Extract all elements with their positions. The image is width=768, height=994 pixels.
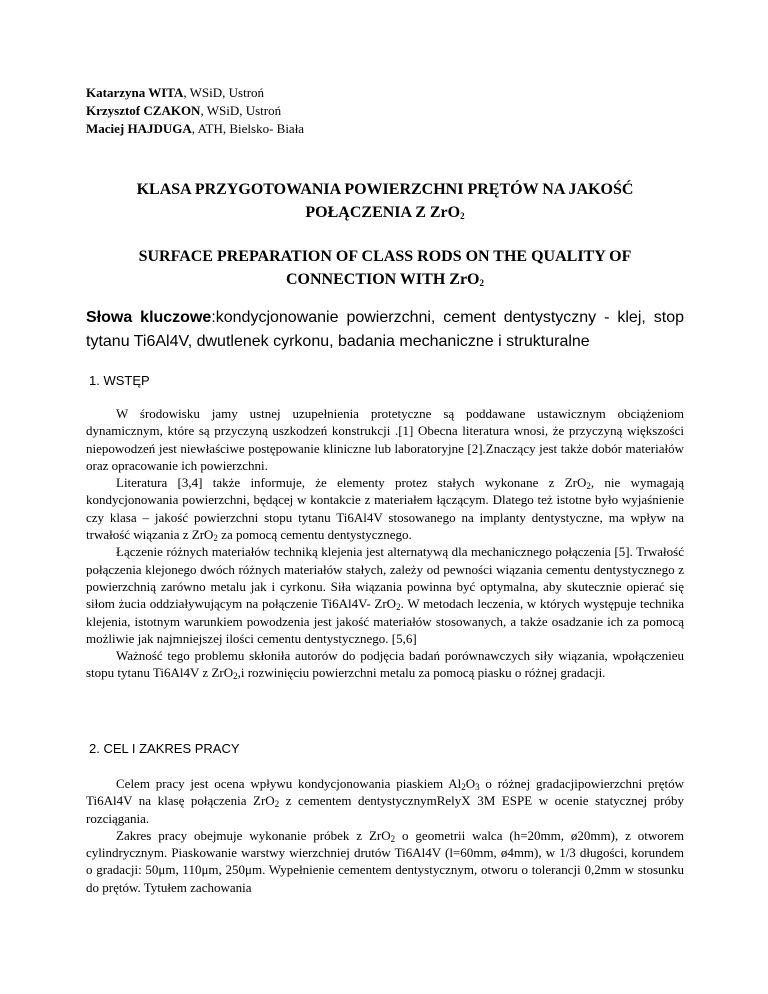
text-run: za pomocą cementu dentystycznego. — [217, 527, 412, 543]
section-heading-intro: 1. WSTĘP — [89, 373, 150, 388]
author-name: Katarzyna WITA — [86, 85, 184, 100]
title-english-line2-text: CONNECTION WITH ZrO — [285, 271, 480, 288]
author-affiliation: , ATH, Bielsko- Biała — [191, 121, 305, 136]
author-affiliation: , WSiD, Ustroń — [200, 103, 282, 118]
text-run: z cementem dentystycznymRelyX 3M ESPE w ocenie statycznej próby rozciągania. — [86, 793, 684, 826]
subscript: 3 — [475, 782, 480, 792]
text-run: Ważność tego problemu skłoniła autorów do podjęcia badań porównawczych siły wiązania, wpołączenieu stopu tytanu Ti6Al4V z ZrO — [86, 648, 684, 681]
title-polish-line2-text: POŁĄCZENIA Z ZrO — [305, 204, 461, 221]
text-run: o różnej gradacjipowierzchni prętów Ti6Al4V na klasę połączenia ZrO — [86, 776, 684, 809]
subscript: 2 — [586, 481, 591, 492]
subscript: 2 — [274, 799, 280, 810]
text-run: , nie wymagają kondycjonowania powierzchni, będącej w kontakcie z materiałem łączącym. Dlatego też istotne było wyjaśnienie czy klasa – jakość powierzchni stopu tytanu Ti6Al4V stosowanego na implanty dentystyczne, ma wpływ na trwałość wiązania z ZrO — [86, 475, 684, 543]
title-english — [86, 245, 684, 291]
subscript: 2 — [479, 278, 484, 288]
title-polish — [86, 178, 684, 224]
paragraph — [86, 543, 684, 647]
keywords — [86, 306, 684, 354]
text-run: o geometrii walca (h=20mm, ø20mm), z otworem cylindrycznym. Piaskowanie warstwy wierzchniej drutów Ti6Al4V (l=60mm, ø4mm), w 1/3 długości, korundem o gradacji: 50μm, 110μm, 250μm. Wypełnienie cementem dentystycznym, otworu o tolerancji 0,2mm w stosunku do prętów. Tytułem zachowania — [86, 827, 685, 895]
subscript: 2 — [461, 782, 466, 792]
text-run: . W metodach leczenia, w których występuje technika klejenia, istotnym warunkiem powodzenia jest jakość materiałów stosowanych, a także osadzanie ich za pomocą możliwie jak najmniejszej ilości cementu dentystycznego. [5,6] — [86, 596, 684, 646]
author-line — [86, 120, 304, 138]
text-run: Literatura [3,4] także informuje, że elementy protez stałych wykonane z ZrO — [116, 475, 587, 491]
subscript: 2 — [213, 533, 218, 544]
title-polish-line1: KLASA PRZYGOTOWANIA POWIERZCHNI PRĘTÓW NA JAKOŚĆ — [136, 181, 634, 198]
text-run: Zakres pracy obejmuje wykonanie próbek z ZrO — [116, 827, 391, 843]
keywords-text: :kondycjonowanie powierzchni, cement dentystyczny - klej, stop tytanu Ti6Al4V, dwutlenek cyrkonu, badania mechaniczne i strukturalne — [86, 309, 685, 350]
paragraph: W środowisku jamy ustnej uzupełnienia protetyczne są poddawane ustawicznym obciążeniom dynamicznym, które są przyczyną uszkodzeń konstrukcji .[1] Obecna literatura wnosi, że przyczyną większości niepowodzeń jest niewłaściwe postępowanie kliniczne lub laboratoryjne [2].Znaczący jest także dobór materiałów oraz opracowanie ich powierzchni. — [86, 406, 684, 473]
text-run: Celem pracy jest ocena wpływu kondycjonowania piaskiem Al — [116, 776, 462, 791]
section-heading-aim: 2. CEL I ZAKRES PRACY — [89, 741, 240, 756]
text-run: O — [465, 776, 476, 791]
keywords-label: Słowa kluczowe — [86, 309, 212, 326]
paragraph — [86, 474, 684, 543]
author-list — [86, 84, 304, 138]
paragraph — [86, 827, 684, 896]
section-body-intro — [86, 405, 684, 682]
paragraph — [86, 647, 684, 682]
text-run: ,i rozwinięciu powierzchni metalu za pomocą piasku o różnej gradacji. — [237, 665, 606, 681]
author-name: Maciej HAJDUGA — [86, 121, 192, 136]
subscript: 2 — [396, 602, 401, 613]
author-name: Krzysztof CZAKON — [86, 103, 201, 118]
subscript: 2 — [460, 211, 465, 221]
title-english-line2 — [86, 268, 684, 291]
title-english-line1: SURFACE PREPARATION OF CLASS RODS ON THE QUALITY OF — [138, 248, 632, 265]
author-line — [86, 84, 304, 102]
author-affiliation: , WSiD, Ustroń — [183, 85, 265, 100]
title-polish-line2 — [86, 201, 684, 224]
subscript: 2 — [390, 833, 396, 844]
text-run: Łączenie różnych materiałów techniką klejenia jest alternatywą dla mechanicznego połączenia [5]. Trwałość połączenia klejonego dwóch różnych materiałów stałych, zależy od pewności wiązania cementu dentystycznego z powierzchnią zarówno metalu jak i cyrkonu. Siła wiązania powinna być optymalna, aby skutecznie opierać się siłom żucia oddziaływującym na połączenie Ti6Al4V- ZrO — [86, 544, 684, 612]
subscript: 2 — [233, 671, 238, 682]
author-line — [86, 102, 304, 120]
section-body-aim — [86, 775, 684, 896]
paragraph — [86, 775, 684, 827]
